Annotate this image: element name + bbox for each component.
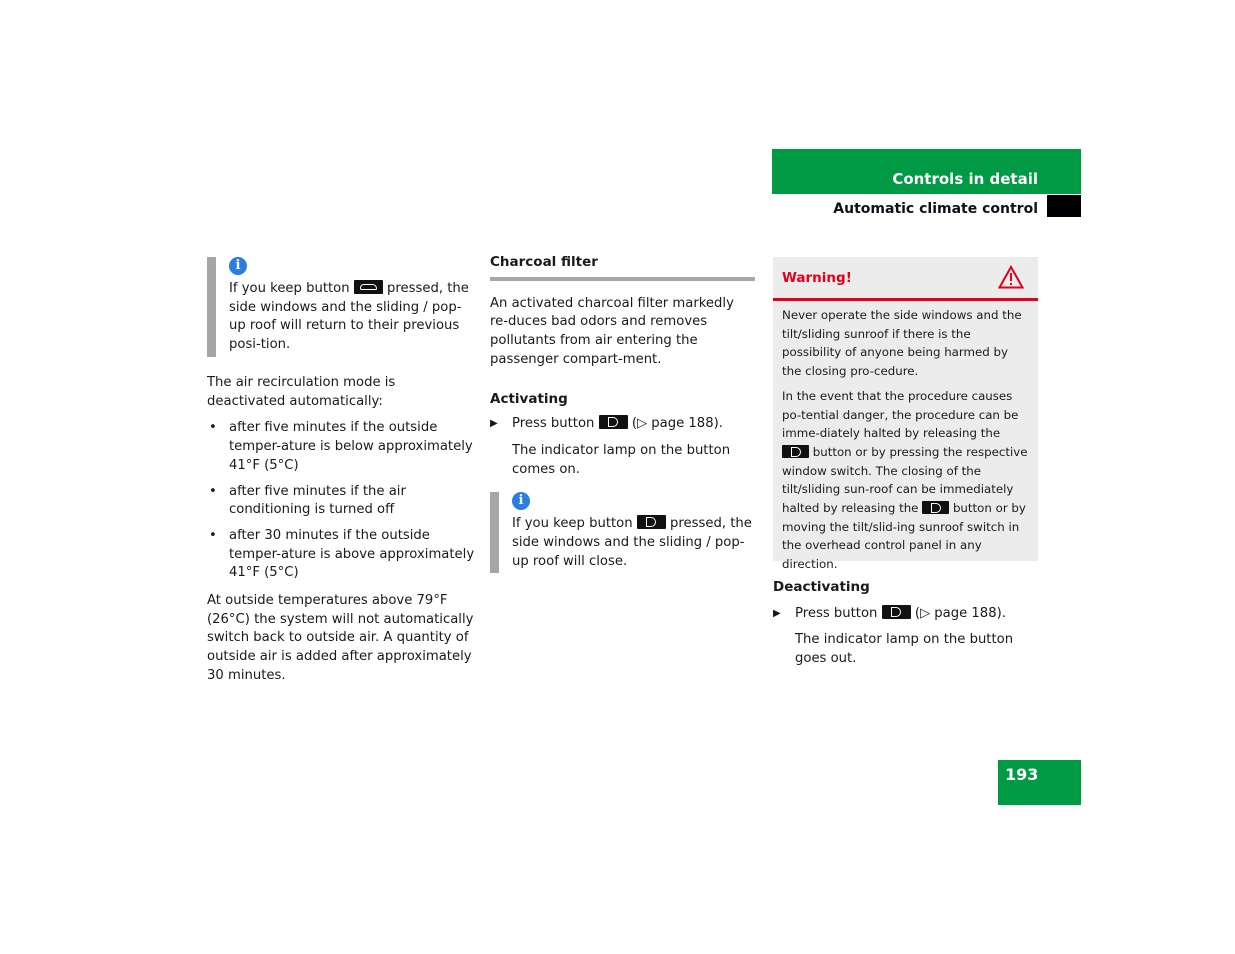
step-arrow-icon: ▶ <box>773 607 781 619</box>
window-roof-button-icon <box>922 501 949 514</box>
info-note-recirculation <box>207 257 475 357</box>
warning-paragraph-2: In the event that the procedure causes po-tential danger, the procedure can be imme-diately halted by releasing the button or by pressing the respective window switch. The closing of the tilt/sliding sun-roof can be immediately halted by releasing the button or by moving the tilt/slid-ing sunroof switch in the overhead control panel in any direction. <box>782 388 1028 572</box>
recirculation-closing-paragraph: At outside temperatures above 79°F (26°C) the system will not automatically switch back to outside air. A quantity of outside air is added after approximately 30 minutes. <box>207 593 474 683</box>
warning-paragraph-1: Never operate the side windows and the tilt/sliding sunroof if there is the possibility of anyone being harmed by the closing pro-cedure. <box>782 308 1022 379</box>
info-icon: i <box>512 492 530 510</box>
info-note-bar <box>207 257 216 357</box>
header-tab-marker <box>1047 195 1081 217</box>
page-number-box <box>998 760 1081 805</box>
list-item: • after five minutes if the air conditioning is turned off <box>207 483 475 520</box>
page-number: 193 <box>1005 765 1039 784</box>
window-roof-button-icon <box>882 605 911 619</box>
window-roof-button-icon <box>637 515 666 529</box>
list-item: • after 30 minutes if the outside temper-ature is above approximately 41°F (5°C) <box>207 527 475 583</box>
window-roof-button-icon <box>782 445 809 458</box>
window-roof-button-icon <box>599 415 628 429</box>
right-column <box>773 578 1038 669</box>
recirculation-intro: The air recirculation mode is deactivated automatically: <box>207 375 396 409</box>
warning-box <box>773 257 1038 572</box>
warning-body <box>773 301 1038 574</box>
charcoal-filter-heading: Charcoal filter <box>490 253 755 281</box>
info-note-text: If you keep button pressed, the side windows and the sliding / pop-up roof will return to their previous posi-tion. <box>229 281 469 353</box>
deactivating-step: ▶ Press button (▷ page 188). <box>773 605 1038 624</box>
info-icon: i <box>229 257 247 275</box>
warning-triangle-icon <box>998 265 1024 289</box>
header-subsection-title: Automatic climate control <box>833 201 1038 217</box>
deactivating-heading: Deactivating <box>773 579 870 595</box>
car-recirculation-button-icon <box>354 280 383 294</box>
charcoal-filter-intro: An activated charcoal filter markedly re-duces bad odors and removes pollutants from air entering the passenger compart-ment. <box>490 295 734 367</box>
deactivation-conditions-list <box>207 419 475 583</box>
left-column <box>207 257 475 686</box>
activating-step: ▶ Press button (▷ page 188). <box>490 415 755 434</box>
info-note-text: If you keep button pressed, the side windows and the sliding / pop-up roof will close. <box>512 516 752 569</box>
activating-heading: Activating <box>490 390 568 407</box>
deactivating-step-result: The indicator lamp on the button goes out. <box>795 632 1014 667</box>
list-item: • after five minutes if the outside temper-ature is below approximately 41°F (5°C) <box>207 419 475 475</box>
activating-step-result: The indicator lamp on the button comes on. <box>512 442 731 477</box>
warning-header <box>773 257 1038 301</box>
header-section-band <box>772 149 1081 194</box>
header-section-title: Controls in detail <box>892 170 1038 188</box>
info-note-charcoal <box>490 492 755 573</box>
info-note-bar <box>490 492 499 573</box>
middle-column <box>490 253 755 573</box>
warning-title: Warning! <box>782 270 852 286</box>
step-arrow-icon: ▶ <box>490 418 498 430</box>
